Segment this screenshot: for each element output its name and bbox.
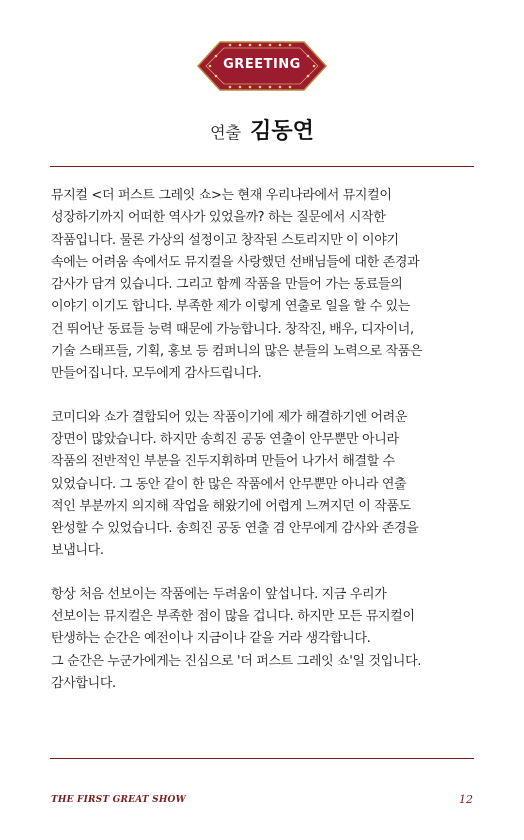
text-line: 보냅니다. xyxy=(51,543,104,559)
director-name: 김동연 xyxy=(250,119,314,144)
text-line: 탄생하는 순간은 예전이나 지금이나 같을 거라 생각합니다. xyxy=(51,631,371,647)
text-line: 적인 부분까지 의지해 작업을 해왔기에 어렵게 느껴지던 이 작품도 xyxy=(51,498,411,514)
text-line: 감사가 담겨 있습니다. 그리고 함께 작품을 만들어 가는 동료들의 xyxy=(51,277,403,293)
page-number: 12 xyxy=(459,793,473,806)
text-line: 감사합니다. xyxy=(51,675,116,691)
text-line: 완성할 수 있었습니다. 송희진 공동 연출 겸 안무에게 감사와 존경을 xyxy=(51,521,419,537)
text-line: 코미디와 쇼가 결합되어 있는 작품이기에 제가 해결하기엔 어려운 xyxy=(51,409,408,425)
text-line: 작품의 전반적인 부분을 진두지휘하며 만들어 나가서 해결할 수 xyxy=(51,454,395,470)
text-line: 이야기 이기도 합니다. 부족한 제가 이렇게 연출로 일을 할 수 있는 xyxy=(51,299,411,315)
text-line: 건 뛰어난 동료들 능력 때문에 가능합니다. 창작진, 배우, 디자이너, xyxy=(51,321,414,337)
bottom-divider xyxy=(50,758,474,759)
text-line: 성장하기까지 어떠한 역사가 있었을까? 하는 질문에서 시작한 xyxy=(51,210,386,226)
text-line: 선보이는 뮤지컬은 부족한 점이 많을 겁니다. 하지만 모든 뮤지컬이 xyxy=(51,609,415,625)
paragraph-1 xyxy=(51,185,476,386)
greeting-badge xyxy=(196,38,328,94)
director-byline xyxy=(0,114,524,145)
text-line: 장면이 많았습니다. 하지만 송희진 공동 연출이 안무뿐만 아니라 xyxy=(51,431,399,447)
text-line: 그 순간은 누군가에게는 진심으로 '더 퍼스트 그레잇 쇼'일 것입니다. xyxy=(51,653,422,669)
paragraph-3 xyxy=(51,584,476,695)
text-line: 기술 스태프들, 기획, 홍보 등 컴퍼니의 많은 분들의 노력으로 작품은 xyxy=(51,344,423,360)
text-line: 있었습니다. 그 동안 같이 한 많은 작품에서 안무뿐만 아니라 연출 xyxy=(51,476,407,492)
greeting-body xyxy=(51,185,476,716)
role-label: 연출 xyxy=(210,123,242,142)
text-line: 뮤지컬 <더 퍼스트 그레잇 쇼>는 현재 우리나라에서 뮤지컬이 xyxy=(51,188,392,203)
top-divider xyxy=(50,166,474,167)
text-line: 작품입니다. 물론 가상의 설정이고 창작된 스토리지만 이 이야기 xyxy=(51,232,399,248)
text-line: 항상 처음 선보이는 작품에는 두려움이 앞섭니다. 지금 우리가 xyxy=(51,586,387,602)
badge-label: GREETING xyxy=(223,57,301,72)
footer-show-title: THE FIRST GREAT SHOW xyxy=(51,795,186,805)
text-line: 속에는 어려움 속에서도 뮤지컬을 사랑했던 선배님들에 대한 존경과 xyxy=(51,254,420,270)
paragraph-2 xyxy=(51,407,476,563)
text-line: 만들어집니다. 모두에게 감사드립니다. xyxy=(51,366,262,382)
